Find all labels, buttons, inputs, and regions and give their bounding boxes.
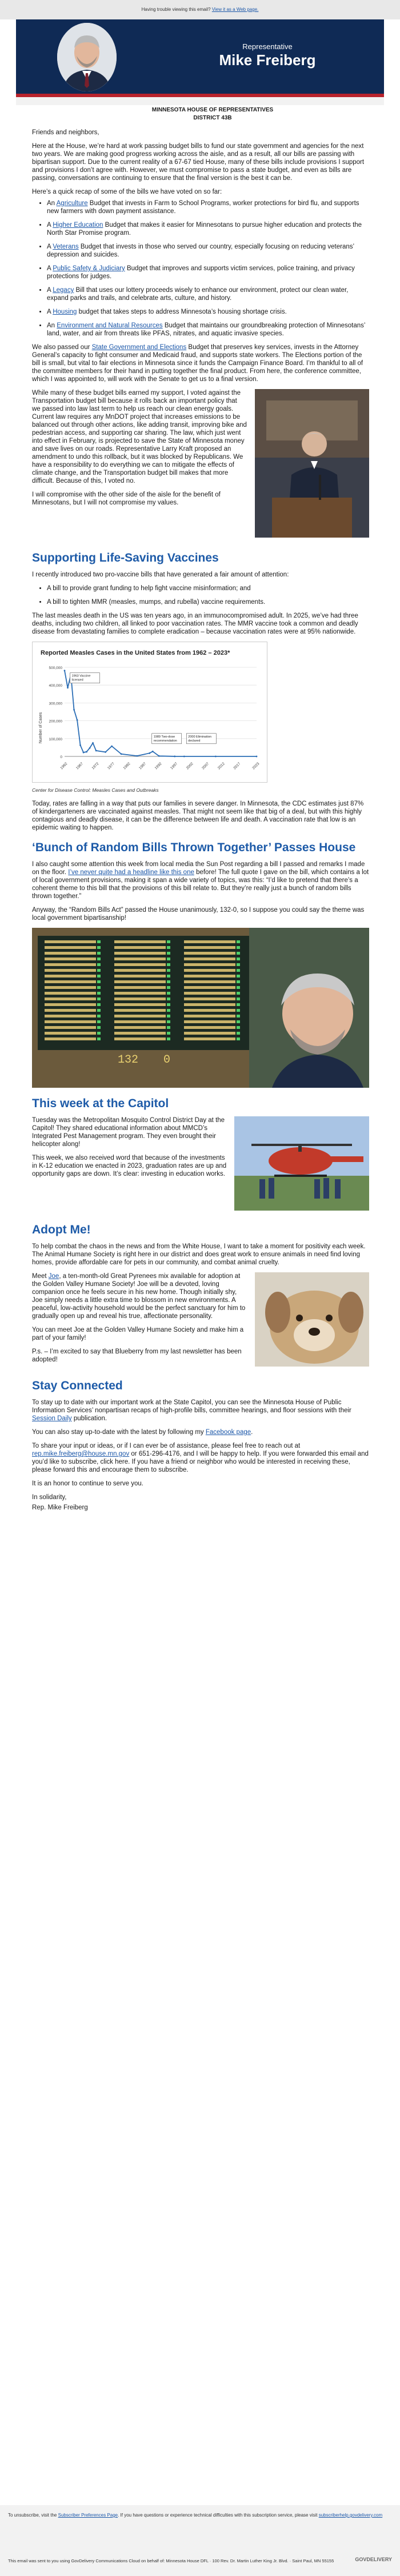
data-point: [149, 752, 150, 754]
facebook-link[interactable]: Facebook page: [205, 1429, 251, 1436]
data-point: [215, 756, 217, 758]
random-bills-pre: I also caught some attention this week from local media the Sun Post regarding a bill I passed and remarks I made on the floor.: [32, 861, 365, 876]
vote-board-name-row: [184, 1020, 235, 1023]
bill-description: Budget that invests in those who served our country, especially focusing on reducing veterans’ depression and suicides.: [47, 243, 354, 258]
x-tick-label: 1977: [106, 762, 116, 771]
vote-light: [167, 969, 170, 972]
vote-board-name-row: [184, 963, 235, 966]
view-as-webpage-link[interactable]: View it as a Web page.: [211, 7, 259, 12]
representative-photo: [57, 23, 117, 91]
vote-light: [237, 1003, 240, 1006]
vaccine-bills-list: [32, 584, 369, 606]
vote-light: [97, 1032, 101, 1035]
vote-light: [237, 986, 240, 989]
data-point: [67, 687, 69, 688]
measles-paragraph: The last measles death in the US was ten years ago, in an immunocompromised adult. In 2025, we’ve had three deaths, including two children, all linked to poor vaccination rates. The MMR vaccine took a common and deadly disease from devastating families to complete eradication – because vaccination rates were at 95% nationwide.: [32, 612, 358, 635]
vote-light: [237, 958, 240, 960]
signature: Rep. Mike Freiberg: [32, 1504, 88, 1511]
house-name: MINNESOTA HOUSE OF REPRESENTATIVES: [151, 107, 274, 113]
bill-description: Budget that makes it easier for Minnesotans to pursue higher education and protects the North Star Promise program.: [47, 222, 362, 237]
newsletter-body: [32, 129, 369, 1517]
data-point: [89, 747, 91, 749]
facebook-paragraph: [32, 1428, 369, 1436]
data-point: [64, 670, 66, 671]
random-bills-post: before! The full quote I gave on the bill, which contains a lot of local government provisions, making it span a wide variety of topics, was this: “I’d like to pretend that there’s a coherent theme to this bill that the provisions of this bill relate to. But they’re really just a bunch of random bills thrown together.”: [32, 869, 369, 900]
vote-board-name-row: [45, 958, 96, 960]
chart-annotation: [70, 673, 100, 683]
x-tick-label: 2017: [233, 762, 242, 771]
vote-board-name-row: [45, 975, 96, 977]
vote-board-name-row: [114, 980, 166, 983]
vote-board-name-row: [45, 1015, 96, 1017]
vote-board-name-row: [184, 986, 235, 989]
subscriber-preferences-link[interactable]: Subscriber Preferences Page: [58, 2513, 118, 2518]
vote-light: [97, 958, 101, 960]
vote-board-name-row: [184, 940, 235, 943]
vote-light: [97, 1020, 101, 1023]
list-item: • A bill to provide grant funding to help fight vaccine misinformation; and: [47, 584, 369, 592]
vote-board-name-row: [114, 940, 166, 943]
vaccines-intro: I recently introduced two pro-vaccine bills that have generated a fair amount of attention:: [32, 571, 289, 578]
x-tick-label: 2023: [251, 762, 261, 771]
vote-board-name-row: [184, 958, 235, 960]
mosquito-day-paragraph: Tuesday was the Metropolitan Mosquito Control District Day at the Capitol! They shared educational information about MMCD’s Integrated Pest Management program. They even brought their helicopter along!: [32, 1117, 225, 1148]
vote-light: [237, 940, 240, 943]
vote-board-name-row: [184, 1026, 235, 1029]
floor-speech-photo: [255, 389, 369, 538]
vote-board-name-row: [114, 946, 166, 949]
sender-info: This email was sent to you using GovDelivery Communications Cloud on behalf of: Minnesota House DFL · 100 Rev. Dr. Martin Luther King Jr. Blvd. · Saint Paul, MN 55155: [8, 2558, 334, 2563]
random-bills-heading: ‘Bunch of Random Bills Thrown Together’ Passes House: [32, 841, 356, 854]
x-tick-label: 1987: [138, 762, 147, 771]
vote-light: [97, 952, 101, 955]
vote-board-name-row: [45, 992, 96, 995]
x-tick-label: 2007: [201, 762, 210, 771]
bill-description: budget that takes steps to address Minnesota’s housing shortage crisis.: [77, 309, 287, 315]
measles-chart: [32, 642, 267, 783]
bill-link[interactable]: Veterans: [53, 243, 79, 250]
vote-board-name-row: [184, 975, 235, 977]
joe-dog-photo: [255, 1272, 369, 1367]
representative-name: Mike Freiberg: [219, 51, 316, 69]
joe-link[interactable]: Joe: [48, 1273, 59, 1280]
vote-board-name-row: [114, 1032, 166, 1035]
data-point: [121, 753, 122, 755]
x-tick-label: 1967: [75, 762, 85, 771]
contact-paragraph: [32, 1442, 369, 1474]
vote-light: [97, 1009, 101, 1012]
adopt-heading: Adopt Me!: [32, 1223, 91, 1236]
data-point: [256, 756, 258, 758]
vote-light: [167, 1037, 170, 1040]
data-point: [105, 751, 106, 753]
vote-light: [237, 975, 240, 977]
vote-board-name-row: [114, 969, 166, 972]
transportation-paragraph: While many of these budget bills earned my support, I voted against the Transportation budget bill because it rolls back an important policy that we passed into law last term to help us reach our clean energy goals. Current law requires any MnDOT project that increases emissions to be balanced out through other actions, like adding transit, improving bike and pedestrian access, and supporting car sharing. The law, which just went into effect in February, is projected to save the State of Minnesota money and save lives on our roads. Representative Larry Kraft proposed an amendment to undo this rollback, but it was blocked by Republicans. We have a responsibility to do everything we can to mitigate the effects of climate change, and the Transportation budget bill makes that more difficult. Because of this, I voted no.: [32, 390, 247, 484]
vote-board-name-row: [184, 1009, 235, 1012]
vote-light: [97, 969, 101, 972]
x-tick-label: 2012: [217, 762, 226, 771]
honor-paragraph: It is an honor to continue to serve you.: [32, 1480, 143, 1487]
data-point: [79, 744, 81, 746]
vote-light: [167, 952, 170, 955]
y-tick-label: 300,000: [49, 702, 62, 706]
subscriber-help-link[interactable]: subscriberhelp.govdelivery.com: [318, 2513, 383, 2518]
vote-board-name-row: [114, 1037, 166, 1040]
vaccination-rates-paragraph: Today, rates are falling in a way that puts our families in severe danger. In Minnesota, the CDC estimates just 87% of kindergarteners are vaccinated against measles. That might not seem like that big of a deal, but with this highly contagious and deadly disease, it can be the difference between life and death. A vaccination rate that low is an epidemic waiting to happen.: [32, 800, 364, 831]
vote-board-name-row: [184, 969, 235, 972]
chart-annotation: [186, 734, 216, 744]
chart-annotation: [152, 734, 182, 744]
vote-light: [97, 1015, 101, 1017]
vote-board-name-row: [45, 980, 96, 983]
capitol-heading: This week at the Capitol: [32, 1097, 169, 1110]
list-item: • A bill to tighten MMR (measles, mumps, and rubella) vaccine requirements.: [47, 598, 369, 606]
joe-post: , a ten-month-old Great Pyrenees mix available for adoption at the Golden Valley Humane Society! Joe will be a devoted, loving companion once he feels secure in his new home. Though initially shy, Joe simply needs a little extra time to blossom in new environments. A peaceful, low-activity household would be the perfect sanctuary for him to gradually open up and reveal his true, affectionate personality.: [32, 1273, 246, 1320]
vote-board-name-row: [114, 1020, 166, 1023]
bill-link[interactable]: Public Safety & Judiciary: [53, 265, 125, 272]
meet-joe-paragraph: You can meet Joe at the Golden Valley Humane Society and make him a part of your family!: [32, 1327, 244, 1341]
vote-light: [237, 997, 240, 1000]
header-banner: [16, 19, 384, 105]
bill-link[interactable]: Agriculture: [56, 200, 88, 207]
session-daily-link[interactable]: Session Daily: [32, 1415, 72, 1422]
district-name: DISTRICT 43B: [193, 115, 232, 121]
chart-caption: Center for Disease Control: Measles Cases and Outbreaks: [32, 787, 159, 793]
vote-board-name-row: [45, 940, 96, 943]
data-point: [92, 742, 94, 744]
vote-board-name-row: [45, 1026, 96, 1029]
session-daily-post: publication.: [71, 1415, 107, 1422]
vote-light: [237, 969, 240, 972]
contact-post: or 651-296-4176, and I will be happy to help. If you were forwarded this email and you’d like to subscribe, click here. If you have a friend or neighbor who would be interested in receiving these, please forward this and encourage them to subscribe.: [32, 1451, 369, 1473]
vote-light: [97, 1026, 101, 1029]
vote-board-name-row: [114, 1015, 166, 1017]
vote-board-name-row: [45, 1020, 96, 1023]
vote-light: [237, 1037, 240, 1040]
headline-link[interactable]: I’ve never quite had a headline like this one: [68, 869, 194, 876]
unsubscribe-text: [8, 2512, 392, 2518]
vote-light: [167, 1032, 170, 1035]
vote-light: [167, 992, 170, 995]
vote-light: [97, 997, 101, 1000]
vote-light: [237, 1009, 240, 1012]
vote-board-name-row: [45, 952, 96, 955]
vote-board-name-row: [45, 969, 96, 972]
y-tick-label: 400,000: [49, 684, 62, 688]
vote-board-name-row: [114, 992, 166, 995]
recap-intro: Here’s a quick recap of some of the bills we have voted on so far:: [32, 189, 222, 195]
vote-board-name-row: [114, 963, 166, 966]
preheader: [0, 0, 400, 19]
vote-board-name-row: [45, 1037, 96, 1040]
data-point: [174, 756, 175, 758]
vote-board-selfie-photo: [32, 928, 369, 1088]
joe-pre: Meet: [32, 1273, 49, 1280]
unsub-pre: To unsubscribe, visit the: [8, 2513, 58, 2518]
vote-board-name-row: [45, 997, 96, 1000]
x-tick-label: 1982: [122, 762, 131, 771]
random-bills-paragraph: [32, 860, 369, 900]
vote-board-name-row: [45, 946, 96, 949]
district-subheader: [16, 106, 384, 122]
vote-board-name-row: [45, 1032, 96, 1035]
vote-light: [167, 997, 170, 1000]
vote-board-name-row: [45, 986, 96, 989]
x-tick-label: 2002: [185, 762, 194, 771]
vote-board-name-row: [45, 1003, 96, 1006]
vote-light: [237, 946, 240, 949]
unsub-post: . If you have questions or experience technical difficulties with this subscription service, please visit: [118, 2513, 319, 2518]
facebook-post: .: [251, 1429, 253, 1436]
vote-light: [167, 1026, 170, 1029]
board-ayes: 132: [118, 1053, 139, 1067]
vote-board-name-row: [45, 1009, 96, 1012]
vote-light: [97, 1037, 101, 1040]
vote-light: [97, 1003, 101, 1006]
y-tick-label: 200,000: [49, 719, 62, 724]
vote-board-name-row: [184, 1015, 235, 1017]
facebook-pre: You can also stay up-to-date with the latest by following my: [32, 1429, 206, 1436]
vote-light: [237, 1026, 240, 1029]
annotation-label: declared: [188, 739, 201, 743]
bill-link[interactable]: Housing: [53, 309, 77, 315]
bills-list: [32, 199, 369, 338]
session-daily-pre: To stay up to date with our important work at the State Capitol, you can see the Minnesota House of Public Information Services’ nonpartisan recaps of high-profile bills, committee hearings, and floor sessions with their: [32, 1399, 351, 1414]
govdelivery-logo: GOVDELIVERY: [355, 2557, 392, 2562]
vote-board-name-row: [184, 997, 235, 1000]
random-bills-act-paragraph: Anyway, the “Random Bills Act” passed the House unanimously, 132-0, so I suppose you could say the theme was local government bipartisanship!: [32, 907, 365, 922]
data-point: [158, 755, 160, 757]
vote-light: [167, 1009, 170, 1012]
data-point: [73, 709, 75, 711]
list-item: • An Environment and Natural Resources Budget that maintains our groundbreaking protection of Minnesotans’ land, water, and air from threats like PFAS, nitrates, and aquatic invasive species.: [47, 322, 369, 338]
vote-board-name-row: [45, 963, 96, 966]
elections-post: Budget that preserves key services, invests in the Attorney General’s capacity to fight consumer and Medicaid fraud, and supports state workers. The Elections portion of the bill is small, but vital to fair elections in Minnesota since it funds the Campaign Finance Board. I’m thankful to all of the committee members for their hand in putting together the final product. From here, the conference committee, which I was appointed to, will work with the Senate to get us to a final version.: [32, 344, 363, 383]
vote-light: [167, 963, 170, 966]
bill-description: Budget that invests in Farm to School Programs, worker protections for bird flu, and supports new farmers with down payment assistance.: [47, 200, 359, 215]
vote-board-name-row: [114, 1003, 166, 1006]
adopt-intro-paragraph: To help combat the chaos in the news and from the White House, I want to take a moment for positivity each week. The Animal Humane Society is right here in our district and does great work to ensure animals in need find loving homes, provide affordable care for pets in our community, and combat animal cruelty.: [32, 1243, 366, 1266]
bill-link[interactable]: Legacy: [53, 287, 74, 294]
annotation-label: recommendation: [153, 739, 177, 743]
list-item: • A Legacy Bill that uses our lottery proceeds wisely to enhance our environment, protect our clean water, expand parks and trails, and celebrate arts, culture, and history.: [47, 286, 369, 302]
data-point: [86, 751, 87, 753]
vote-light: [167, 940, 170, 943]
light-stripe: [16, 97, 384, 105]
vote-light: [167, 1020, 170, 1023]
vote-board-name-row: [184, 980, 235, 983]
vote-board-name-row: [184, 1037, 235, 1040]
vote-board-name-row: [114, 1026, 166, 1029]
values-paragraph: I will compromise with the other side of the aisle for the benefit of Minnesotans, but I will not compromise my values.: [32, 491, 221, 506]
vote-light: [237, 992, 240, 995]
elections-budget-link[interactable]: State Government and Elections: [91, 344, 187, 351]
greeting: Friends and neighbors,: [32, 129, 99, 136]
vote-board-name-row: [114, 986, 166, 989]
vote-board-name-row: [114, 952, 166, 955]
signoff: In solidarity,: [32, 1494, 67, 1501]
vote-light: [97, 986, 101, 989]
list-item: • A Veterans Budget that invests in those who served our country, especially focusing on reducing veterans’ depression and suicides.: [47, 243, 369, 259]
elections-paragraph: [32, 343, 369, 383]
x-tick-label: 1992: [154, 762, 163, 771]
graduation-rates-paragraph: This week, we also received word that because of the investments in K-12 education we enacted in 2023, graduation rates are up and opportunity gaps are down. It’s clear: investing in education works.: [32, 1155, 227, 1177]
vote-board-name-row: [184, 952, 235, 955]
vote-light: [237, 1020, 240, 1023]
y-tick-label: 0: [60, 755, 62, 759]
vote-light: [237, 980, 240, 983]
vote-light: [97, 946, 101, 949]
data-point: [77, 719, 78, 721]
bill-link[interactable]: Higher Education: [53, 222, 103, 229]
list-item: • An Agriculture Budget that invests in Farm to School Programs, worker protections for bird flu, and supports new farmers with down payment assistance.: [47, 199, 369, 215]
elections-pre: We also passed our: [32, 344, 92, 351]
chart-title: Reported Measles Cases in the United States from 1962 – 2023*: [41, 650, 230, 656]
annotation-label: licensed: [71, 678, 83, 682]
vote-light: [97, 992, 101, 995]
x-tick-label: 1972: [91, 762, 100, 771]
bill-link[interactable]: Environment and Natural Resources: [57, 322, 163, 329]
data-point: [95, 750, 97, 752]
vote-board-name-row: [114, 997, 166, 1000]
vote-light: [237, 1015, 240, 1017]
bill-description: Budget that improves and supports victim services, police training, and privacy protections for judges.: [47, 265, 355, 280]
annotation-label: 1989 Two-dose: [153, 735, 175, 739]
data-point: [111, 746, 113, 747]
vote-light: [237, 952, 240, 955]
vote-light: [237, 963, 240, 966]
list-item: • A Public Safety & Judiciary Budget that improves and supports victim services, police training, and privacy protections for judges.: [47, 265, 369, 281]
vaccines-heading: Supporting Life-Saving Vaccines: [32, 551, 219, 564]
vote-light: [237, 1032, 240, 1035]
data-point: [83, 752, 85, 754]
y-tick-label: 500,000: [49, 666, 62, 670]
vote-board-name-row: [114, 958, 166, 960]
x-tick-label: 1997: [170, 762, 179, 771]
y-tick-label: 100,000: [49, 737, 62, 742]
session-daily-paragraph: [32, 1399, 369, 1423]
vote-board-name-row: [114, 975, 166, 977]
x-tick-label: 1962: [59, 762, 69, 771]
representative-label: Representative: [242, 42, 293, 51]
data-point: [183, 756, 185, 758]
vote-light: [97, 975, 101, 977]
vote-light: [167, 946, 170, 949]
email-link[interactable]: rep.mike.freiberg@house.mn.gov: [32, 1451, 130, 1457]
contact-pre: To share your input or ideas, or if I can ever be of assistance, please feel free to reach out at: [32, 1443, 301, 1449]
footer: [0, 2505, 400, 2576]
vote-light: [167, 958, 170, 960]
bill-description: Bill that uses our lottery proceeds wisely to enhance our environment, protect our clean water, expand parks and trails, and celebrate arts, culture, and history.: [47, 287, 349, 302]
vote-light: [97, 980, 101, 983]
annotation-label: 1963 Vaccine: [71, 674, 91, 678]
vote-light: [167, 980, 170, 983]
vote-light: [167, 1003, 170, 1006]
board-nays: 0: [163, 1053, 171, 1067]
preheader-text: Having trouble viewing this email?: [141, 7, 211, 12]
vote-board-name-row: [184, 1003, 235, 1006]
stay-connected-heading: Stay Connected: [32, 1379, 123, 1392]
vote-light: [167, 975, 170, 977]
data-point: [152, 751, 154, 752]
vote-board-name-row: [114, 1009, 166, 1012]
vote-board-name-row: [184, 992, 235, 995]
data-point: [136, 755, 138, 757]
blueberry-paragraph: P.s. – I’m excited to say that Blueberry from my last newsletter has been adopted!: [32, 1348, 242, 1363]
list-item: • A Housing budget that takes steps to address Minnesota’s housing shortage crisis.: [47, 308, 369, 316]
vote-light: [167, 1015, 170, 1017]
list-item: • A Higher Education Budget that makes it easier for Minnesotans to pursue higher education and protects the North Star Promise program.: [47, 221, 369, 237]
vote-light: [167, 986, 170, 989]
bill-description: Budget that maintains our groundbreaking protection of Minnesotans’ land, water, and air from threats like PFAS, nitrates, and aquatic invasive species.: [47, 322, 366, 337]
vote-board-name-row: [184, 946, 235, 949]
vote-light: [97, 963, 101, 966]
measles-chart-svg: [33, 642, 267, 782]
chart-ylabel: Number of Cases: [39, 712, 43, 744]
intro-paragraph: Here at the House, we’re hard at work passing budget bills to fund our state government and agencies for the next two years. We are making good progress working across the aisle, and as a result, all our bills are passing with bipartisan support. Due to the current reality of a 67-67 tied House, many of these bills include provisions I support and provisions I don’t agree with. However, we must compromise to pass a state budget, and even as bills are passing, conversations are continuing to ensure that the final version is the best it can be.: [32, 143, 365, 182]
annotation-label: 2000 Elimination: [188, 735, 211, 739]
mosquito-control-helicopter-photo: [234, 1116, 369, 1211]
vote-board-name-row: [184, 1032, 235, 1035]
vote-light: [97, 940, 101, 943]
